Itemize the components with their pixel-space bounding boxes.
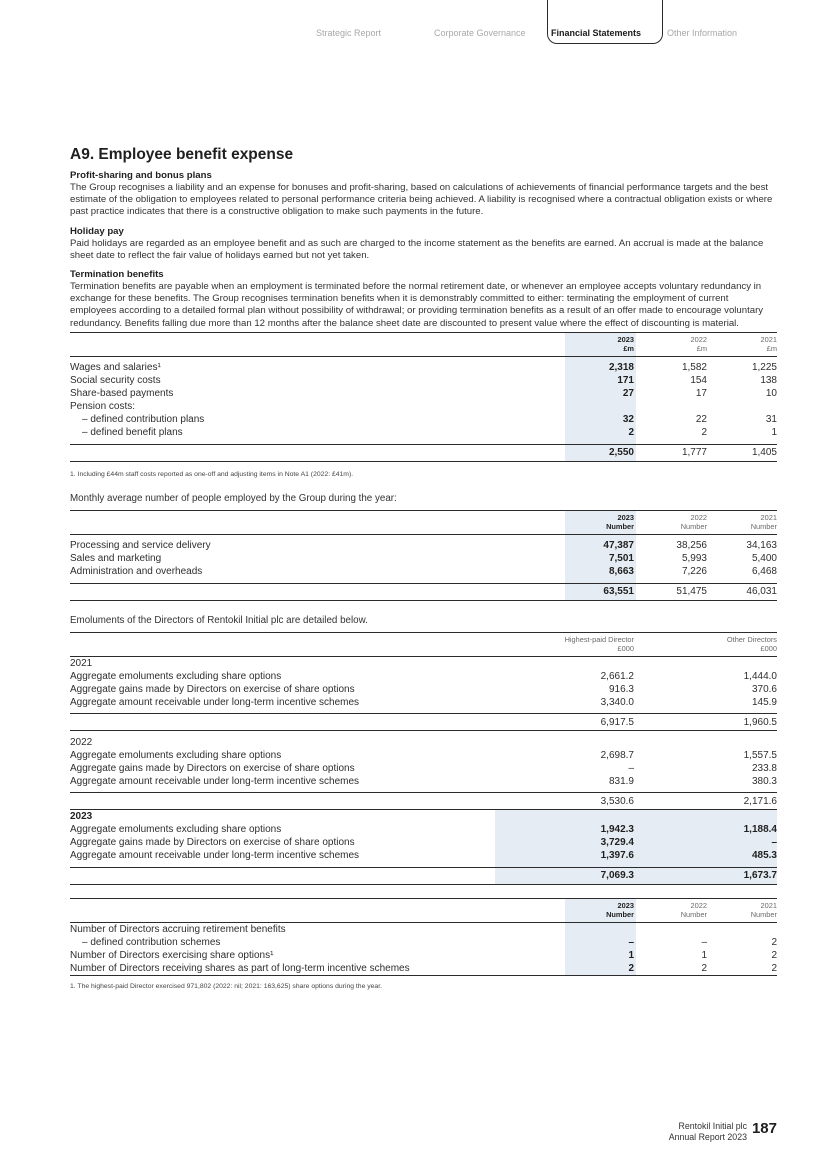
cell-2022: 1,582 [681, 362, 707, 374]
cell-2023 [565, 400, 636, 413]
cell-2023: 2 [565, 426, 636, 439]
table-header-row [70, 510, 777, 534]
section-heading-holiday-pay: Holiday pay [70, 225, 124, 237]
page-number: 187 [751, 1120, 777, 1137]
table-row [70, 361, 777, 374]
row-label: Administration and overheads [70, 566, 203, 578]
total-other: 1,673.7 [636, 867, 777, 884]
cell-2021: 31 [765, 414, 777, 426]
cell-2023: 2,318 [565, 361, 636, 374]
row-label: Sales and marketing [70, 553, 162, 565]
section-heading-profit-sharing: Profit-sharing and bonus plans [70, 170, 212, 181]
tab-strategic-report[interactable]: Strategic Report [316, 28, 382, 38]
table-row [70, 962, 777, 976]
cell-highest-paid: 2,698.7 [600, 749, 634, 761]
total-row [70, 714, 777, 731]
year-label: 2022 [70, 736, 93, 748]
row-label: Aggregate emoluments excluding share options [70, 749, 282, 761]
row-label: Aggregate gains made by Directors on exercise of share options [70, 683, 355, 695]
total-2023: 2,550 [565, 444, 636, 461]
cell-other: 1,557.5 [743, 749, 777, 761]
table-row [70, 552, 777, 565]
cell-2021: 34,163 [746, 540, 777, 552]
cell-2023: 7,501 [565, 552, 636, 565]
cell-2021: 1,225 [751, 362, 777, 374]
row-label: Aggregate amount receivable under long-term incentive schemes [70, 775, 360, 787]
cell-other: 485.3 [636, 849, 777, 862]
total-row [70, 867, 777, 884]
row-label: Aggregate gains made by Directors on exercise of share options [70, 837, 355, 849]
footnote: 1. Including £44m staff costs reported as one-off and adjusting items in Note A1 (2022: £41m). [70, 470, 354, 478]
tab-financial-statements[interactable]: Financial Statements [551, 28, 642, 38]
cell-2021: 2 [771, 962, 777, 974]
row-label: – defined contribution plans [82, 414, 205, 426]
header-2022: 2022 Number [636, 898, 707, 922]
cell-2023 [565, 922, 636, 936]
table-row [70, 539, 777, 552]
cell-2022: 22 [695, 414, 707, 426]
cell-highest-paid: 1,397.6 [495, 849, 636, 862]
year-label-row [70, 656, 777, 670]
report-title: Annual Report 2023 [668, 1131, 747, 1142]
total-highest-paid: 3,530.6 [495, 793, 636, 810]
cell-2021: 2 [771, 936, 777, 948]
section-nav [0, 0, 825, 46]
total-row [70, 583, 777, 600]
cell-highest-paid: 3,729.4 [495, 836, 636, 849]
table-row [70, 387, 777, 400]
emoluments-table [70, 632, 777, 885]
cell-2023: 32 [565, 413, 636, 426]
total-2022: 51,475 [636, 583, 707, 600]
row-label: Processing and service delivery [70, 540, 211, 552]
header-other-directors: Other Directors £000 [636, 632, 777, 656]
table-row [70, 836, 777, 849]
table-row [70, 565, 777, 578]
table-row [70, 922, 777, 936]
headcount-table [70, 510, 777, 601]
cell-2022: 2 [701, 962, 707, 974]
total-row [70, 444, 777, 461]
header-2022: 2022 £m [636, 332, 707, 356]
table-row [70, 775, 777, 788]
cell-other: 380.3 [751, 775, 777, 787]
cell-2022: 38,256 [676, 540, 707, 552]
total-other: 2,171.6 [636, 793, 777, 810]
row-label: Number of Directors accruing retirement benefits [70, 923, 286, 935]
cell-2023: 171 [565, 374, 636, 387]
cell-2021 [707, 922, 777, 936]
table-row [70, 670, 777, 683]
cell-other: 370.6 [751, 683, 777, 695]
cell-2021: 5,400 [751, 553, 777, 565]
total-2021: 46,031 [707, 583, 777, 600]
row-label: Aggregate emoluments excluding share options [70, 670, 282, 682]
total-2023: 63,551 [565, 583, 636, 600]
table-row [70, 949, 777, 962]
cell-2022: 2 [701, 427, 707, 439]
row-label: Aggregate amount receivable under long-term incentive schemes [70, 696, 360, 708]
cell-2022 [636, 922, 707, 936]
row-label: Number of Directors receiving shares as part of long-term incentive schemes [70, 962, 410, 974]
row-label: Aggregate emoluments excluding share options [70, 824, 282, 836]
row-label: Number of Directors exercising share options¹ [70, 949, 274, 961]
header-highest-paid: Highest-paid Director £000 [495, 632, 636, 656]
cell-2023: 8,663 [565, 565, 636, 578]
cell-2021: 6,468 [751, 566, 777, 578]
section-text-holiday-pay: Paid holidays are regarded as an employee benefit and as such are charged to the income statement as the benefits are earned. An accrual is made at the balance sheet date to reflect the fair value of holidays earned but not yet taken. [70, 237, 764, 261]
table-header-row [70, 898, 777, 922]
row-label: Aggregate amount receivable under long-term incentive schemes [70, 850, 360, 862]
table-row [70, 762, 777, 775]
cell-2022: 5,993 [681, 553, 707, 565]
total-highest-paid: 7,069.3 [495, 867, 636, 884]
header-2021: 2021 Number [707, 510, 777, 534]
cell-2022: 154 [690, 375, 707, 387]
year-label: 2023 [70, 811, 93, 823]
cell-2023: – [565, 936, 636, 949]
cell-2023: 47,387 [565, 539, 636, 552]
cell-2021: 138 [760, 375, 777, 387]
emoluments-intro: Emoluments of the Directors of Rentokil Initial plc are detailed below. [70, 614, 368, 626]
company-name: Rentokil Initial plc [678, 1121, 747, 1131]
row-label: Aggregate gains made by Directors on exercise of share options [70, 762, 355, 774]
table-row [70, 749, 777, 762]
cell-other: 1,444.0 [743, 670, 777, 682]
cell-highest-paid: 831.9 [608, 775, 634, 787]
cell-2023: 1 [565, 949, 636, 962]
row-label: Social security costs [70, 375, 161, 387]
table-row [70, 683, 777, 696]
total-other: 1,960.5 [636, 714, 777, 731]
cell-highest-paid: 1,942.3 [495, 823, 636, 836]
row-label: – defined benefit plans [82, 427, 183, 439]
header-2023: 2023 £m [565, 332, 636, 356]
cell-highest-paid: 2,661.2 [600, 670, 634, 682]
cell-2022 [636, 400, 707, 413]
row-label: Wages and salaries¹ [70, 362, 161, 374]
cell-2021: 2 [771, 949, 777, 961]
table-header-row [70, 632, 777, 656]
header-2021: 2021 Number [707, 898, 777, 922]
cell-2022: 1 [701, 949, 707, 961]
cell-other: 145.9 [751, 696, 777, 708]
cell-other: 233.8 [751, 762, 777, 774]
table-row [70, 426, 777, 439]
cell-2023: 2 [565, 962, 636, 976]
table-row [70, 823, 777, 836]
cell-highest-paid: 3,340.0 [600, 696, 634, 708]
table-row [70, 936, 777, 949]
total-2021: 1,405 [707, 444, 777, 461]
table-row [70, 413, 777, 426]
cell-2021 [707, 400, 777, 413]
header-2023: 2023 Number [565, 898, 636, 922]
header-2023: 2023 Number [565, 510, 636, 534]
table-row [70, 696, 777, 709]
cell-2022: 7,226 [681, 566, 707, 578]
cell-2023: 27 [565, 387, 636, 400]
section-heading-termination: Termination benefits [70, 269, 164, 281]
table-row [70, 849, 777, 862]
directors-table [70, 898, 777, 976]
cell-highest-paid: – [628, 762, 634, 774]
total-2022: 1,777 [636, 444, 707, 461]
year-label-row [70, 736, 777, 749]
section-text-profit-sharing: The Group recognises a liability and an expense for bonuses and profit-sharing, based on calculations of achievements of financial performance targets and the best estimate of the obligation to employees related to personal performance criteria being achieved. A liability is recognised where a contractual obligation exists or where past practice indicates that there is a constructive obligation to make such payments in the future. [70, 182, 773, 218]
table-row [70, 400, 777, 413]
footnote: 1. The highest-paid Director exercised 971,802 (2022: nil; 2021: 163,625) share options during the year. [70, 982, 382, 990]
total-row [70, 793, 777, 810]
table-row [70, 374, 777, 387]
cell-2021: 1 [771, 427, 777, 439]
row-label: Share-based payments [70, 388, 174, 400]
year-label: 2021 [70, 657, 93, 669]
section-text-termination: Termination benefits are payable when an employment is terminated before the normal retirement date, or whenever an employee accepts voluntary redundancy in exchange for these benefits. The Group recognises termination benefits when it is demonstrably committed to either: terminating the employment of current employees according to a detailed formal plan without possibility of withdrawal; or providing termination benefits as a result of an offer made to encourage voluntary redundancy. Benefits falling due more than 12 months after the balance sheet date are discounted to present value where the effect of discounting is material. [70, 281, 764, 329]
report-name [669, 1121, 747, 1142]
total-highest-paid: 6,917.5 [495, 714, 636, 731]
tab-corporate-governance[interactable]: Corporate Governance [434, 28, 526, 38]
cell-2021: 10 [765, 388, 777, 400]
row-label: Pension costs: [70, 401, 136, 413]
cell-2022: 17 [695, 388, 707, 400]
page-title: A9. Employee benefit expense [70, 146, 294, 163]
headcount-intro: Monthly average number of people employed by the Group during the year: [70, 492, 397, 504]
employee-cost-table [70, 332, 777, 462]
year-label-row [70, 810, 777, 824]
row-label: – defined contribution schemes [82, 936, 221, 948]
header-2021: 2021 £m [707, 332, 777, 356]
cell-other: 1,188.4 [636, 823, 777, 836]
tab-other-information[interactable]: Other Information [667, 28, 738, 38]
cell-2022: – [701, 936, 707, 948]
table-header-row [70, 332, 777, 356]
header-2022: 2022 Number [636, 510, 707, 534]
cell-highest-paid: 916.3 [608, 683, 634, 695]
main-content [70, 146, 777, 990]
cell-other: – [636, 836, 777, 849]
